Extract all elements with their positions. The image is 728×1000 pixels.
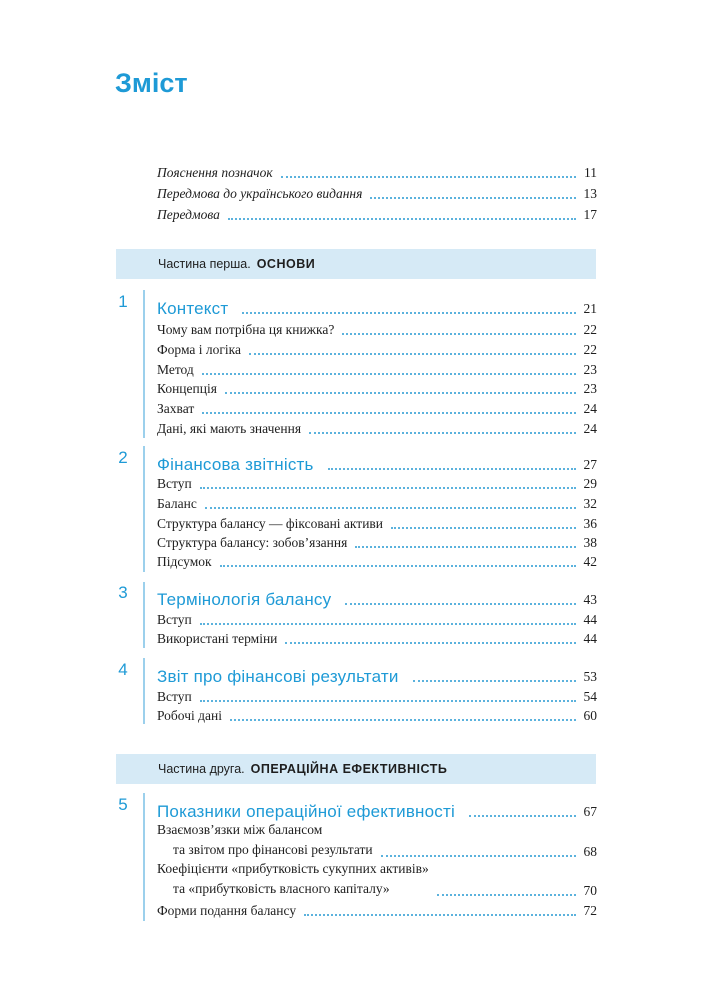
page-number: 23: [583, 381, 597, 396]
page-number: 23: [583, 362, 597, 377]
chapter-entry[interactable]: [157, 659, 597, 685]
toc-entry[interactable]: [157, 627, 597, 647]
entry-text: Дані, які мають значення: [157, 421, 302, 436]
entry-text: Передмова до українського видання: [157, 186, 363, 201]
page-number: 22: [583, 322, 597, 337]
dot-leader: [355, 546, 575, 548]
entry-text: Чому вам потрібна ця книжка?: [157, 322, 335, 337]
dot-leader: [437, 894, 576, 896]
dot-leader: [370, 197, 575, 199]
page-number: 13: [583, 186, 597, 201]
part-name: ОПЕРАЦІЙНА ЕФЕКТИВНІСТЬ: [250, 762, 448, 776]
entry-text: Метод: [157, 362, 194, 377]
entry-text: Вступ: [157, 612, 192, 627]
page-number: 70: [583, 883, 597, 898]
chapter-entry[interactable]: [157, 794, 597, 820]
entry-line: та звітом про фінансові результати: [173, 842, 373, 857]
toc-entry[interactable]: [157, 203, 597, 223]
entry-text: [157, 820, 373, 860]
toc-entry[interactable]: [157, 899, 597, 919]
dot-leader: [202, 373, 576, 375]
chapter-entry[interactable]: [157, 582, 597, 608]
chapter-entry[interactable]: [157, 291, 597, 317]
entry-text: Робочі дані: [157, 708, 222, 723]
toc-entry[interactable]: [157, 472, 597, 492]
toc-entry[interactable]: [157, 492, 597, 512]
part-label: Частина друга.: [158, 762, 245, 776]
toc-entry[interactable]: [157, 512, 597, 532]
entry-text: Концепція: [157, 381, 217, 396]
entry-text: Форма і логіка: [157, 342, 242, 357]
entry-text: Захват: [157, 401, 195, 416]
page-number: 44: [583, 612, 597, 627]
chapter-title: Контекст: [157, 299, 229, 318]
page-number: 67: [583, 804, 597, 819]
page-number: 21: [583, 301, 597, 316]
entry-text: Структура балансу — фіксовані активи: [157, 516, 384, 531]
toc-entry[interactable]: [157, 820, 597, 860]
dot-leader: [342, 333, 575, 335]
page-number: 32: [583, 496, 597, 511]
chapter-number: 4: [118, 660, 128, 679]
part-label: Частина перша.: [158, 257, 251, 271]
entry-text: [157, 859, 429, 899]
entry-text: Використані терміни: [157, 631, 278, 646]
dot-leader: [309, 432, 575, 434]
page-title: Зміст: [115, 68, 188, 98]
entry-line: Взаємозв’язки між балансом: [157, 822, 323, 837]
dot-leader: [205, 507, 576, 509]
part-banner: [116, 754, 596, 784]
entry-text: Структура балансу: зобов’язання: [157, 535, 348, 550]
entry-text: Підсумок: [157, 554, 212, 569]
toc-entry[interactable]: [157, 377, 597, 397]
toc-entry[interactable]: [157, 417, 597, 437]
page-number: 29: [583, 476, 597, 491]
page-number: 11: [584, 165, 597, 180]
dot-leader: [391, 527, 575, 529]
dot-leader: [225, 392, 576, 394]
entry-text: Вступ: [157, 476, 192, 491]
dot-leader: [281, 176, 576, 178]
dot-leader: [230, 719, 576, 721]
entry-line: Коефіцієнти «прибутковість сукупних активів»: [157, 861, 429, 876]
toc-entry[interactable]: [157, 161, 597, 181]
page-number: 17: [583, 207, 597, 222]
page-number: 24: [583, 401, 597, 416]
chapter-title: Фінансова звітність: [157, 455, 314, 474]
dot-leader: [228, 218, 576, 220]
toc-entry[interactable]: [157, 338, 597, 358]
page-number: 44: [583, 631, 597, 646]
chapter-title: Термінологія балансу: [157, 590, 332, 609]
dot-leader: [413, 680, 576, 682]
chapter-title: Показники операційної ефективності: [157, 802, 455, 821]
dot-leader: [345, 603, 575, 605]
dot-leader: [381, 855, 576, 857]
chapter-entry[interactable]: [157, 447, 597, 473]
page-number: 54: [583, 689, 597, 704]
dot-leader: [304, 914, 575, 916]
entry-text: Баланс: [157, 496, 197, 511]
toc-entry[interactable]: [157, 182, 597, 202]
toc-entry[interactable]: [157, 608, 597, 628]
page-number: 60: [583, 708, 597, 723]
chapter-rule: [143, 658, 145, 724]
toc-entry[interactable]: [157, 318, 597, 338]
page-number: 68: [583, 844, 597, 859]
dot-leader: [200, 487, 576, 489]
chapter-title: Звіт про фінансові результати: [157, 667, 399, 686]
dot-leader: [202, 412, 575, 414]
part-name: ОСНОВИ: [256, 257, 316, 271]
entry-text: Вступ: [157, 689, 192, 704]
chapter-rule: [143, 446, 145, 572]
entry-text: Форми подання балансу: [157, 903, 297, 918]
part-banner: [116, 249, 596, 279]
dot-leader: [249, 353, 575, 355]
toc-entry[interactable]: [157, 397, 597, 417]
page-number: 53: [583, 669, 597, 684]
toc-entry[interactable]: [157, 704, 597, 724]
toc-entry[interactable]: [157, 859, 597, 899]
dot-leader: [328, 468, 576, 470]
chapter-rule: [143, 582, 145, 648]
page-number: 24: [583, 421, 597, 436]
page-number: 42: [583, 554, 597, 569]
chapter-number: 2: [118, 448, 128, 467]
toc-entry[interactable]: [157, 531, 597, 551]
chapter-number: 1: [118, 292, 128, 311]
chapter-rule: [143, 793, 145, 921]
chapter-rule: [143, 290, 145, 438]
toc-entry[interactable]: [157, 358, 597, 378]
dot-leader: [285, 642, 575, 644]
dot-leader: [220, 565, 576, 567]
dot-leader: [200, 623, 576, 625]
page-number: 72: [583, 903, 597, 918]
page-number: 43: [583, 592, 597, 607]
entry-text: Передмова: [157, 207, 220, 222]
dot-leader: [469, 815, 576, 817]
page-number: 27: [583, 457, 597, 472]
toc-entry[interactable]: [157, 685, 597, 705]
chapter-number: 3: [118, 583, 128, 602]
dot-leader: [242, 312, 575, 314]
toc-entry[interactable]: [157, 550, 597, 570]
page-number: 22: [583, 342, 597, 357]
page-number: 36: [583, 516, 597, 531]
page-number: 38: [583, 535, 597, 550]
dot-leader: [200, 700, 576, 702]
chapter-number: 5: [118, 795, 128, 814]
entry-line: та «прибутковість власного капіталу»: [173, 881, 390, 896]
entry-text: Пояснення позначок: [157, 165, 273, 180]
